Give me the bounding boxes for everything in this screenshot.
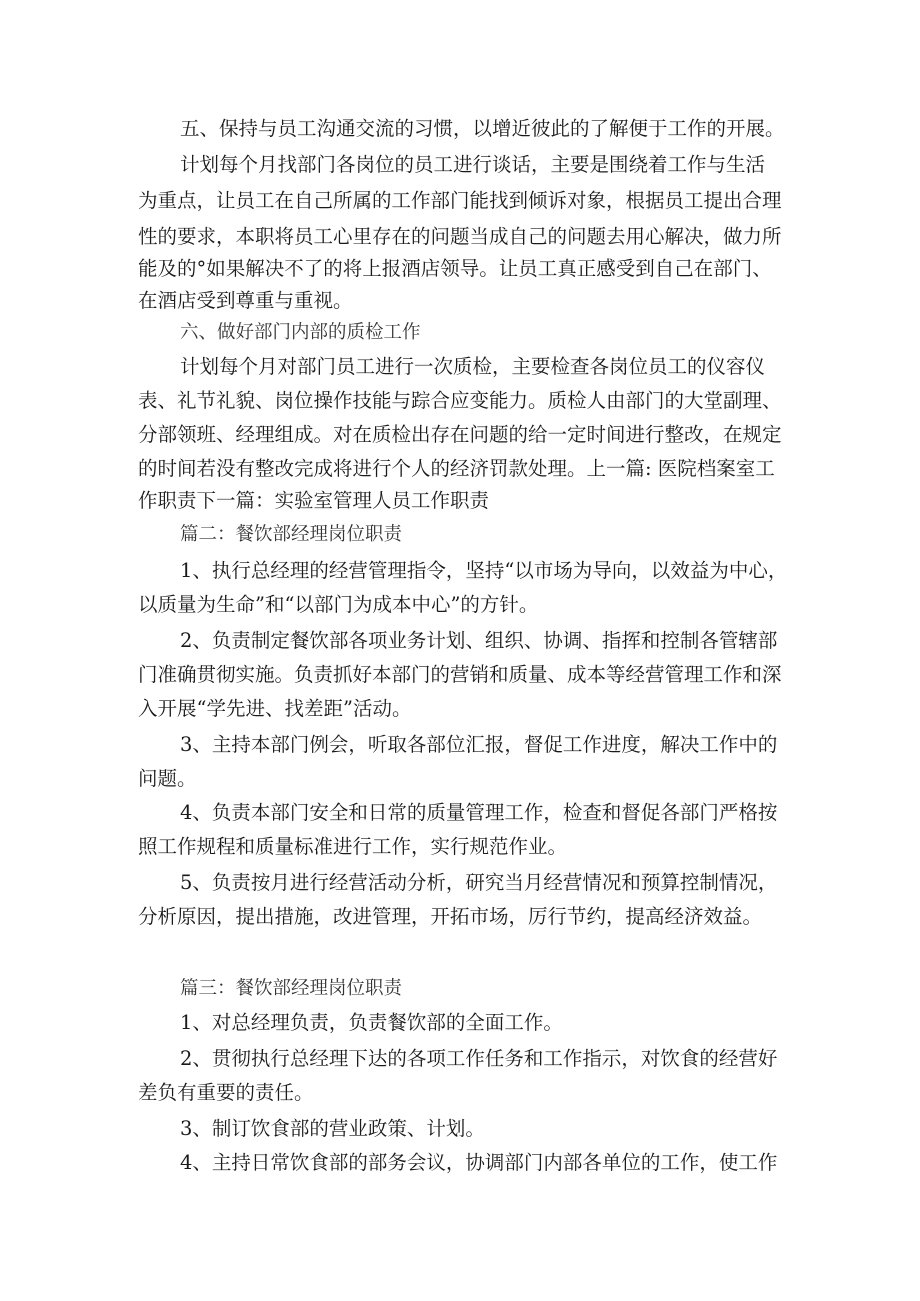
text-line: 5、负责按月进行经营活动分析，研究当月经营情况和预算控制情况， xyxy=(180,871,778,894)
text-line: 五、保持与员工沟通交流的习惯，以增近彼此的了解便于工作的开展。 xyxy=(180,117,785,140)
text-line: 计划每个月对部门员工进行一次质检，主要检查各岗位员工的仪容仪 xyxy=(180,355,766,378)
text-line: 能及的°如果解决不了的将上报酒店领导。让员工真正感受到自己在部门、 xyxy=(138,257,772,280)
text-line: 4、主持日常饮食部的部务会议，协调部门内部各单位的工作，使工作 xyxy=(180,1151,778,1174)
text-line: 3、制订饮食部的营业政策、计划。 xyxy=(180,1117,485,1140)
text-line: 表、礼节礼貌、岗位操作技能与踪合应变能力。质检人由部门的大堂副理、 xyxy=(138,389,782,412)
text-line: 2、负责制定餐饮部各项业务计划、组织、协调、指挥和控制各管辖部 xyxy=(180,629,778,652)
text-line: 分部领班、经理组成。对在质检出存在问题的给一定时间进行整改，在规定 xyxy=(138,423,782,446)
text-line: 2、贯彻执行总经理下达的各项工作任务和工作指示，对饮食的经营好 xyxy=(180,1047,778,1070)
text-line: 1、执行总经理的经营管理指令，坚持“以市场为导向，以效益为中心， xyxy=(180,559,788,582)
text-line: 性的要求，本职将员工心里存在的问题当成自己的问题去用心解决，做力所 xyxy=(138,225,782,248)
text-line: 1、对总经理负责，负责餐饮部的全面工作。 xyxy=(180,1011,563,1034)
text-line: 的时间若没有整改完成将进行个人的经济罚款处理。上一篇: 医院档案室工 xyxy=(138,457,775,480)
text-line: 入开展“学先进、找差距”活动。 xyxy=(138,697,412,720)
text-line: 为重点，让员工在自己所属的工作部门能找到倾诉对象，根据员工提出合理 xyxy=(138,189,782,212)
text-line: 分析原因，提出措施，改进管理，开拓市场，厉行节约，提高经济效益。 xyxy=(138,905,763,928)
text-line: 在酒店受到尊重与重视。 xyxy=(138,289,353,312)
text-line: 计划每个月找部门各岗位的员工进行谈话，主要是围绕着工作与生活 xyxy=(180,153,766,176)
section-heading: 篇三：餐饮部经理岗位职责 xyxy=(180,978,403,999)
text-line: 差负有重要的责任。 xyxy=(138,1081,314,1104)
text-line: 作职责下一篇：实验室管理人员工作职责 xyxy=(138,489,490,512)
text-line: 以质量为生命”和“以部门为成本中心”的方针。 xyxy=(138,593,539,616)
text-line: 问题。 xyxy=(138,767,197,790)
text-line: 门准确贯彻实施。负责抓好本部门的营销和质量、成本等经营管理工作和深 xyxy=(138,663,782,686)
text-line: 3、主持本部门例会，听取各部位汇报，督促工作进度，解决工作中的 xyxy=(180,733,778,756)
text-line: 照工作规程和质量标准进行工作，实行规范作业。 xyxy=(138,835,568,858)
text-line: 4、负责本部门安全和日常的质量管理工作，检查和督促各部门严格按 xyxy=(180,801,778,824)
section-heading: 六、做好部门内部的质检工作 xyxy=(180,322,421,343)
section-heading: 篇二：餐饮部经理岗位职责 xyxy=(180,524,403,545)
